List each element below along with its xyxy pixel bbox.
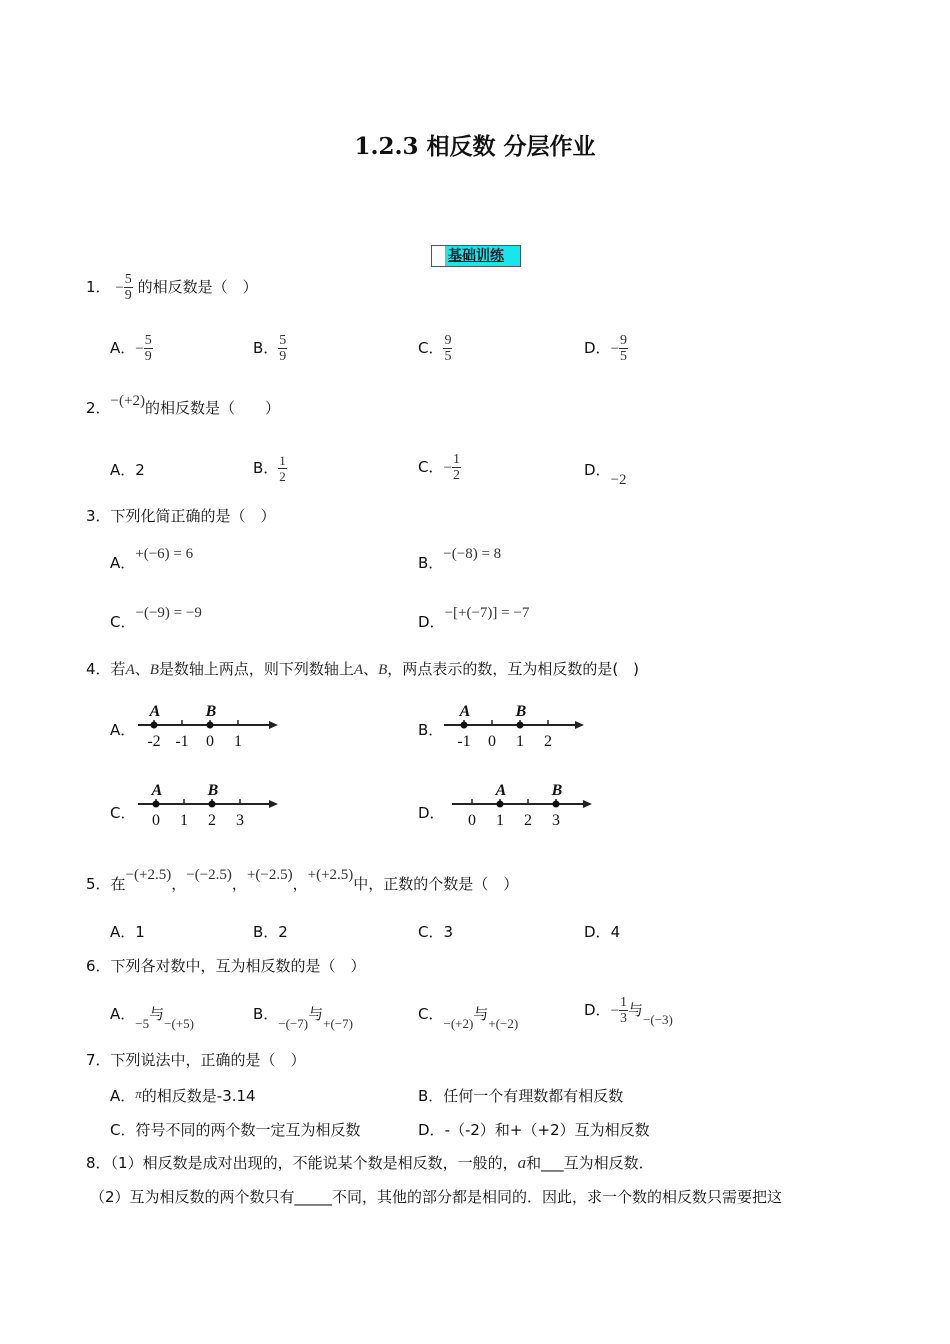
point-dot (461, 722, 468, 729)
point-dot (207, 722, 214, 729)
tick-label: 0 (152, 812, 160, 829)
section-header (431, 245, 521, 267)
q6-option-b: B．−(−7)与+(−7) (253, 1005, 353, 1031)
question-1 (86, 272, 258, 303)
q5-option-a: A．1 (110, 923, 145, 941)
question-4: 4．若A、B是数轴上两点，则下列数轴上A、B，两点表示的数，互为相反数的是( ) (86, 660, 640, 678)
tick-label: 2 (524, 812, 532, 829)
tick-label: 0 (206, 733, 214, 750)
point-dot (553, 801, 560, 808)
question-text: 的相反数是（ ） (137, 278, 258, 296)
axis-arrow (269, 800, 278, 808)
point-label: B (207, 782, 219, 799)
math-sign: − (115, 280, 124, 296)
q6-option-d: D．− $\frac{1}{3}$ 与−(−3) (584, 995, 673, 1027)
tick-label: 1 (234, 733, 242, 750)
q1-option-d: D．− $\frac{9}{5}$ (584, 333, 628, 364)
q2-option-b: B． $\frac{1}{2}$ (253, 453, 286, 484)
axis-arrow (269, 721, 278, 729)
point-label: B (551, 782, 563, 799)
question-2: 2．−(+2)的相反数是（ ） (86, 393, 280, 417)
tick-label: 1 (496, 812, 504, 829)
tick-label: 2 (544, 733, 552, 750)
q4-option-a-label: A． (110, 721, 136, 739)
axis-arrow (575, 721, 584, 729)
tick-label: 2 (208, 812, 216, 829)
q4-option-b-label: B． (418, 721, 444, 739)
tick-label: 3 (552, 812, 560, 829)
q5-option-d: D．4 (584, 923, 621, 941)
tick-label: -2 (147, 733, 161, 750)
q7-option-c: C．符号不同的两个数一定互为相反数 (110, 1121, 361, 1139)
q7-option-b: B．任何一个有理数都有相反数 (418, 1087, 624, 1105)
point-label: A (149, 703, 161, 720)
q2-option-a: A．2 (110, 461, 145, 479)
point-label: A (495, 782, 507, 799)
point-label: B (205, 703, 217, 720)
tick-label: -1 (457, 733, 471, 750)
number-line-d (444, 773, 594, 835)
point-label: A (151, 782, 163, 799)
question-8-part-1: 8．（1）相反数是成对出现的，不能说某个数是相反数，一般的，a和___互为相反数． (86, 1153, 654, 1172)
q4-option-c-label: C． (110, 804, 136, 822)
question-number: 1． (86, 278, 111, 296)
q3-option-d: D．−[+(−7)] = −7 (418, 605, 530, 631)
question-6: 6．下列各对数中，互为相反数的是（ ） (86, 957, 366, 975)
number-line-b (442, 694, 592, 756)
fraction: $\frac{5}{9}$ (124, 272, 132, 303)
question-7: 7．下列说法中，正确的是（ ） (86, 1051, 306, 1069)
question-8-part-2: （2）互为相反数的两个数只有_____不同，其他的部分都是相同的．因此，求一个数的相反数只需要把这 (90, 1188, 783, 1206)
q1-option-b: B． $\frac{5}{9}$ (253, 333, 287, 364)
tick-label: -1 (175, 733, 189, 750)
number-line-c (136, 773, 286, 835)
point-dot (517, 722, 524, 729)
q6-option-c: C．−(+2)与+(−2) (418, 1005, 519, 1031)
q4-option-d-label: D． (418, 804, 445, 822)
tick-label: 0 (468, 812, 476, 829)
tick-label: 1 (516, 733, 524, 750)
q7-option-d: D．-（-2）和+（+2）互为相反数 (418, 1121, 650, 1139)
page-title: 1.2.3 相反数 分层作业 (354, 133, 596, 160)
q3-option-c: C．−(−9) = −9 (110, 605, 202, 631)
q5-option-c: C．3 (418, 923, 454, 941)
q2-option-d: D．−2 (584, 461, 627, 488)
question-5: 5．在−(+2.5)，−(−2.5)，+(−2.5)，+(+2.5)中，正数的个数是（ ） (86, 867, 519, 893)
question-3: 3．下列化简正确的是（ ） (86, 507, 276, 525)
point-label: A (459, 703, 471, 720)
point-label: B (515, 703, 527, 720)
q1-option-a: A．− $\frac{5}{9}$ (110, 333, 152, 364)
tick-label: 3 (236, 812, 244, 829)
q3-option-a: A．+(−6) = 6 (110, 546, 194, 572)
axis-arrow (583, 800, 592, 808)
number-line-a (136, 694, 286, 756)
point-dot (153, 801, 160, 808)
section-label: 基础训练 (448, 248, 504, 264)
q6-option-a: A．−5与−(+5) (110, 1005, 194, 1031)
point-dot (497, 801, 504, 808)
tick-label: 1 (180, 812, 188, 829)
math-expression: −(+2) (110, 393, 145, 409)
q3-option-b: B．−(−8) = 8 (418, 546, 502, 572)
tick-label: 0 (488, 733, 496, 750)
q5-option-b: B．2 (253, 923, 288, 941)
q2-option-c: C．− $\frac{1}{2}$ (418, 452, 460, 483)
q1-option-c: C． $\frac{9}{5}$ (418, 333, 452, 364)
point-dot (209, 801, 216, 808)
point-dot (151, 722, 158, 729)
q7-option-a: A．π的相反数是-3.14 (110, 1086, 256, 1105)
